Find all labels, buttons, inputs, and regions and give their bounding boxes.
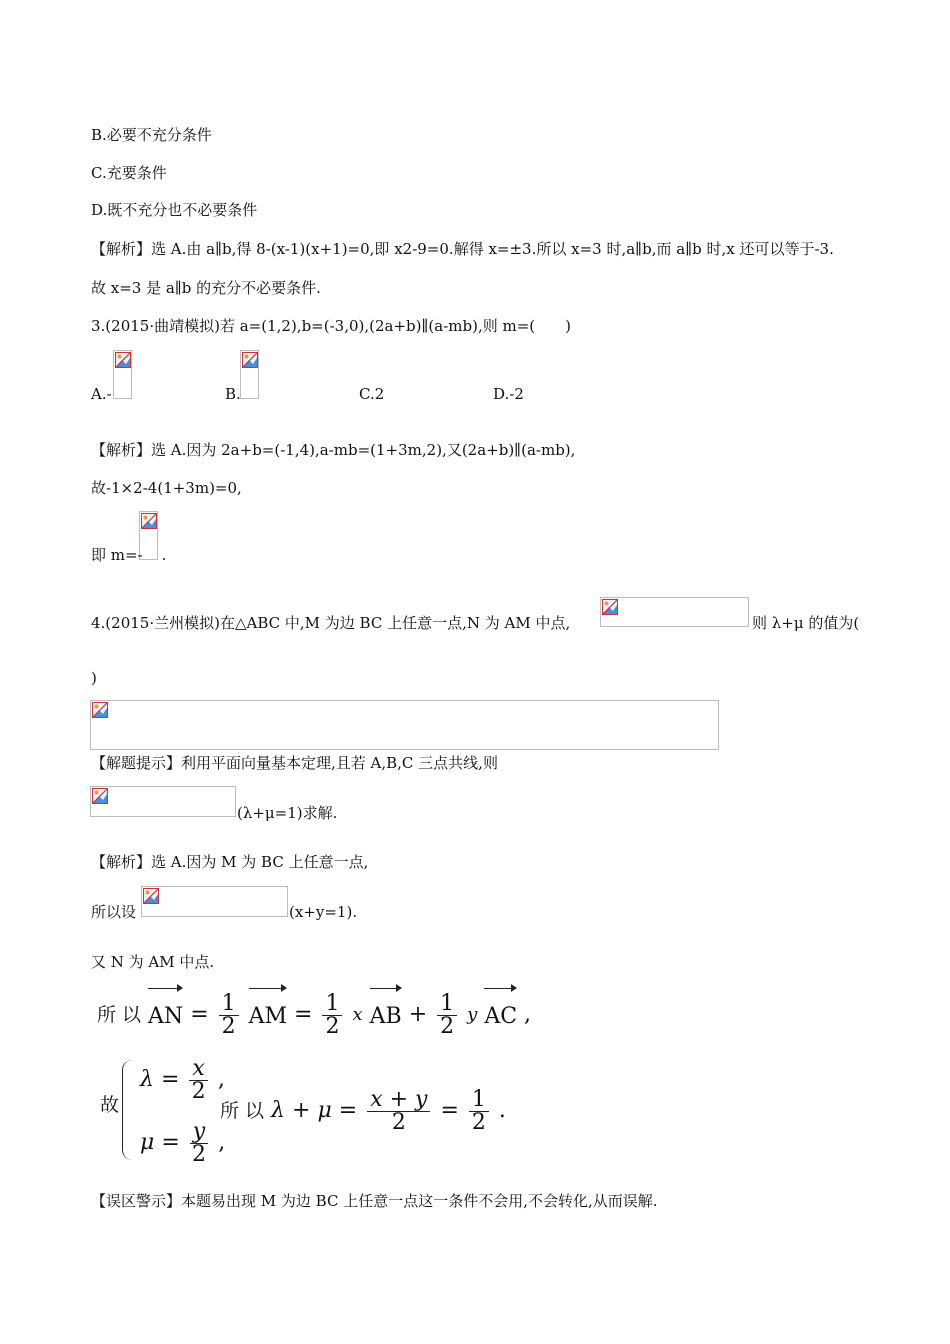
fraction-half: $\frac{1}{2}$ [219,993,239,1038]
lambda-symbol: λ [271,1098,285,1123]
solution-3-line-1: 【解析】选 A.因为 2a+b=(-1,4),a-mb=(1+3m,2),又(2a+b)∥(a-mb), [91,441,576,459]
solution-4-suffix: (x+y=1). [289,903,358,921]
solution-4-line-1: 【解析】选 A.因为 M 为 BC 上任意一点, [91,853,369,871]
fraction-x-half: $\frac{x}{2}$ [189,1058,207,1103]
period: . [498,1098,506,1123]
equals-sign: = [161,1130,180,1155]
option-d: D.既不充分也不必要条件 [91,201,258,219]
comma: , [524,1002,532,1027]
plus-sign: + [292,1098,311,1123]
hint-line-1: 【解题提示】利用平面向量基本定理,且若 A,B,C 三点共线,则 [91,754,498,772]
question-3: 3.(2015·曲靖模拟)若 a=(1,2),b=(-3,0),(2a+b)∥(a-mb),则 m=( ) [91,317,571,335]
comma: , [218,1130,226,1155]
vector-an: AN [148,988,183,1042]
question-4-text-end: 则 λ+μ 的值为( [752,614,860,632]
solution-4-line-3: 又 N 为 AM 中点. [91,953,215,971]
var-x: x [352,1004,363,1025]
warning-note: 【误区警示】本题易出现 M 为边 BC 上任意一点这一条件不会用,不会转化,从而误解. [91,1192,658,1210]
broken-image-icon [240,350,259,399]
mu-equation [140,1118,225,1168]
question-3-option-d: D.-2 [493,385,524,403]
equals-sign: = [294,1002,313,1027]
suoyi-label: 所 以 [220,1100,265,1122]
suoyi-label: 所 以 [97,1004,142,1026]
solution-2-line-1: 【解析】选 A.由 a∥b,得 8-(x-1)(x+1)=0,即 x2-9=0.解得 x=±3.所以 x=3 时,a∥b,而 a∥b 时,x 还可以等于-3. [91,240,834,258]
solution-4-prefix: 所以设 [91,903,137,921]
broken-image-icon [90,786,236,817]
solution-3-suffix: . [161,546,167,564]
question-3-option-a: A.- [91,385,112,403]
solution-3-line-3 [91,545,166,565]
fraction-half: $\frac{1}{2}$ [322,993,342,1038]
var-y: y [467,1004,478,1025]
gu-label: 故 [100,1094,120,1116]
vector-ac: AC [484,988,517,1042]
equals-sign: = [190,1002,209,1027]
option-b: B.必要不充分条件 [91,126,212,144]
question-3-option-c: C.2 [359,385,385,403]
question-3-option-b: B. [225,385,241,403]
broken-image-icon [600,597,749,627]
lambda-equation [140,1055,225,1105]
sum-equation [220,1086,506,1136]
mu-symbol: μ [317,1098,332,1123]
left-brace [122,1060,135,1160]
plus-sign: + [408,1002,428,1027]
question-4-close-paren: ) [91,669,97,687]
option-c: C.充要条件 [91,164,167,182]
lambda-symbol: λ [140,1067,154,1092]
broken-image-icon [141,886,288,917]
broken-image-icon [113,350,132,399]
fraction-half: $\frac{1}{2}$ [469,1089,489,1134]
fraction-half: $\frac{1}{2}$ [437,993,457,1038]
broken-image-icon [90,700,719,750]
vector-ab: AB [370,988,402,1042]
comma: , [217,1067,225,1092]
solution-3-line-2: 故-1×2-4(1+3m)=0, [91,479,242,497]
equals-sign: = [338,1098,358,1123]
equals-sign: = [160,1067,180,1092]
question-4-text: 4.(2015·兰州模拟)在△ABC 中,M 为边 BC 上任意一点,N 为 AM 中点, [91,614,571,632]
equals-sign: = [440,1098,459,1123]
hint-line-2: (λ+μ=1)求解. [237,804,338,822]
solution-3-prefix: 即 m=- [91,546,143,564]
vector-am: AM [249,988,287,1042]
fraction-xy-half: $\frac{x + y}{2}$ [367,1089,430,1134]
solution-2-line-2: 故 x=3 是 a∥b 的充分不必要条件. [91,279,321,297]
vector-equation [97,988,531,1038]
fraction-y-half: $\frac{y}{2}$ [190,1121,208,1166]
mu-symbol: μ [140,1130,155,1155]
